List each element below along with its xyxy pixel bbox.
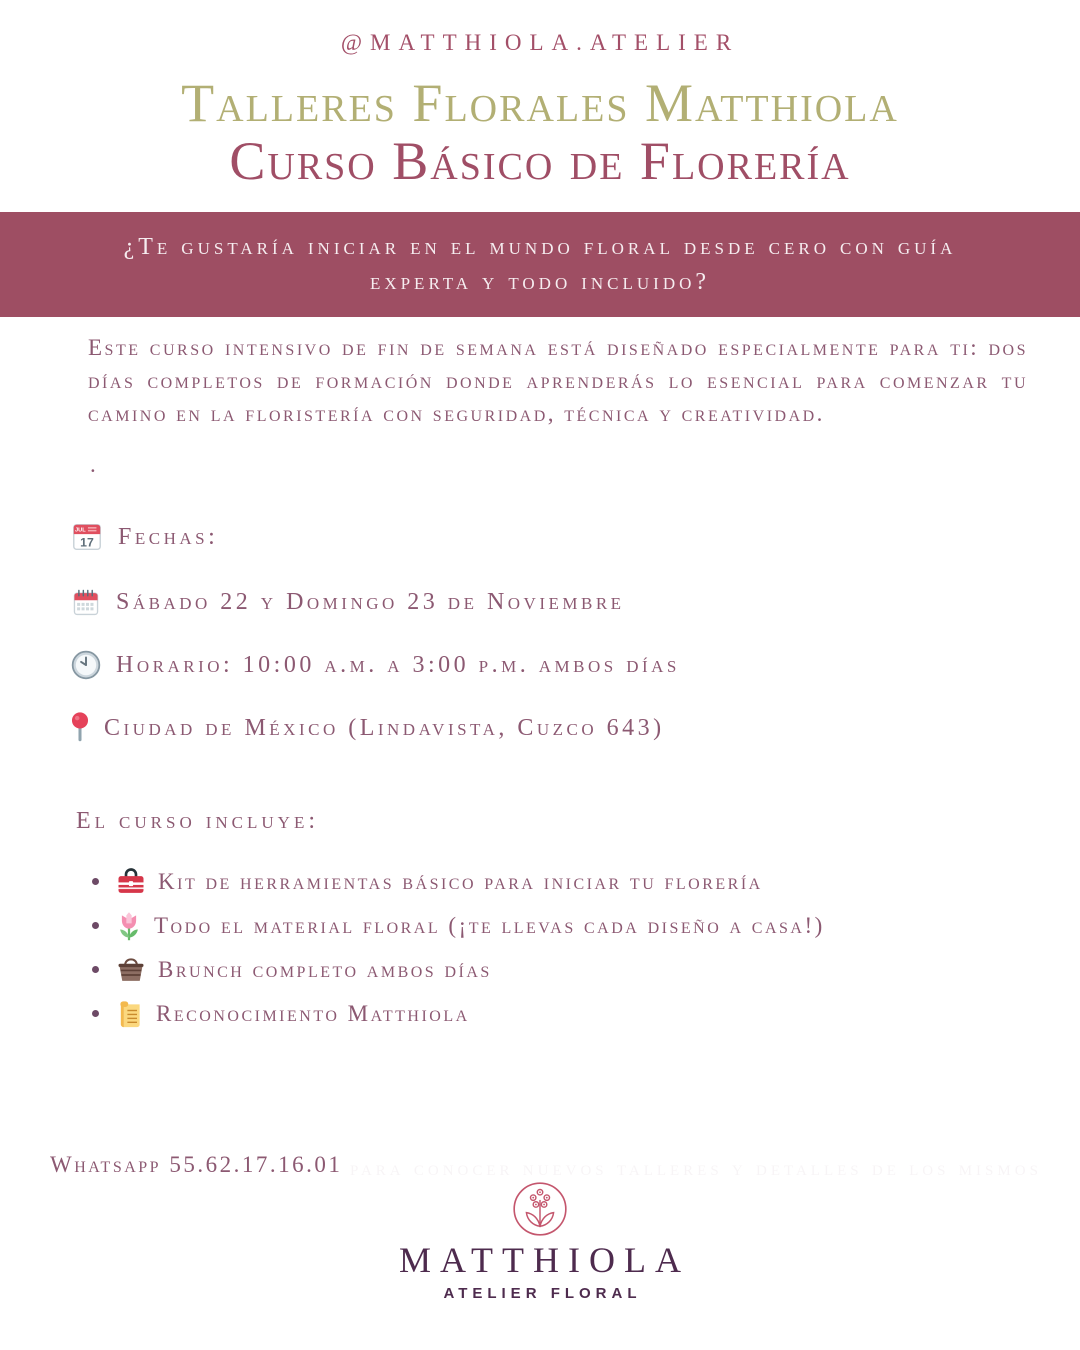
list-item-label: Kit de herramientas básico para iniciar tu florería [158,868,763,894]
tear-off-calendar-icon [70,520,104,554]
intro-paragraph: Este curso intensivo de fin de semana está diseñado especialmente para ti: dos días completos de formación donde aprenderás lo esencial para comenzar tu camino en la floristería con seguridad, técnica y creatividad. [88,335,1029,426]
ghost-text: para conocer nuevos talleres y detalles de los mismos [350,1156,1042,1180]
question-banner [0,212,1080,317]
toolbox-icon [116,867,146,897]
tulip-icon [116,910,142,942]
detail-row-fechas [70,518,218,556]
list-item-kit [92,864,825,899]
detail-text-fechas: Fechas: [118,523,219,550]
page-title: Talleres Florales Matthiola [181,73,899,133]
round-pushpin-icon [70,711,90,745]
svg-text:JUL: JUL [75,527,86,534]
list-item-label: Todo el material floral (¡te llevas cada diseño a casa!) [154,912,825,938]
bullet-dot [92,878,99,885]
logo-subtitle: ATELIER FLORAL [443,1285,642,1302]
includes-heading: El curso incluye: [76,808,319,834]
clock-icon [70,649,102,681]
page-subtitle: Curso Básico de Florería [229,131,851,191]
bullet-dot [92,966,99,973]
bullet-dot [92,1010,99,1017]
svg-text:17: 17 [80,535,94,550]
intro-trailing-dot: . [90,452,96,477]
scroll-icon [116,999,144,1029]
includes-list [92,864,825,1031]
list-item-certificate [92,996,825,1031]
bullet-dot [92,922,99,929]
brand-logo [0,1180,1080,1302]
instagram-handle: @MATTHIOLA.ATELIER [340,30,740,55]
list-item-material [92,908,825,943]
detail-text-schedule: Horario: 10:00 a.m. a 3:00 p.m. ambos días [116,651,680,678]
basket-icon [116,956,146,984]
whatsapp-contact: Whatsapp 55.62.17.16.01 [50,1152,343,1177]
question-banner-text: ¿Te gustaría iniciar en el mundo floral desde cero con guía experta y todo incluido? [123,233,957,295]
spiral-calendar-icon [70,586,102,618]
flower-logo-icon [511,1180,569,1238]
detail-text-dates: Sábado 22 y Domingo 23 de Noviembre [116,588,625,615]
list-item-label: Reconocimiento Matthiola [156,1000,470,1026]
logo-wordmark: MATTHIOLA [399,1240,690,1280]
detail-row-location [70,709,665,747]
list-item-label: Brunch completo ambos días [158,956,492,982]
list-item-brunch [92,952,825,987]
detail-row-schedule [70,646,680,684]
detail-row-dates [70,583,625,621]
detail-text-location: Ciudad de México (Lindavista, Cuzco 643) [104,714,665,741]
